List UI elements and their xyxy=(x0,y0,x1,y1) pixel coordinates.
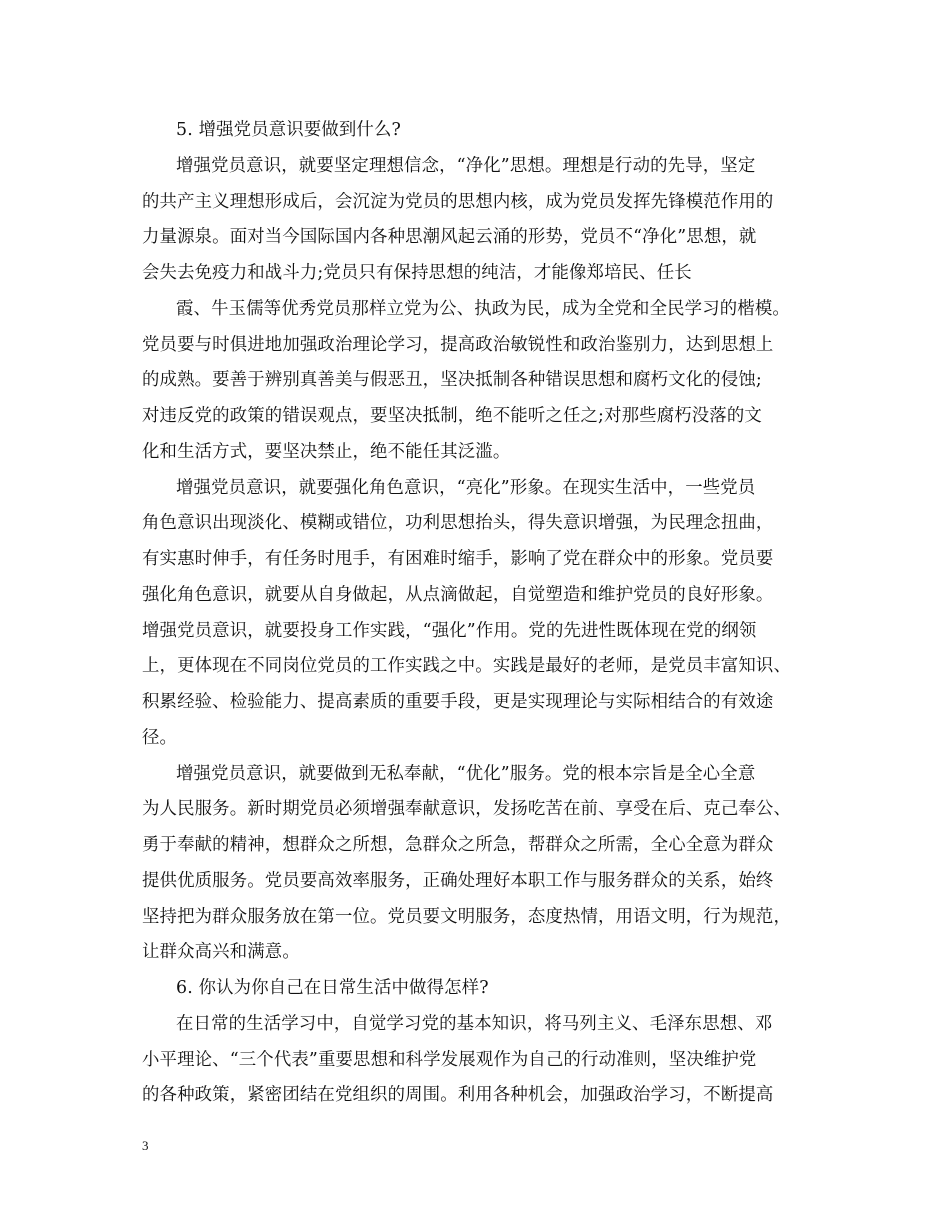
text-line: 为人民服务。新时期党员必须增强奉献意识，发扬吃苦在前、享受在后、克己奉公、 xyxy=(142,799,792,820)
text-line: 增强党员意识，就要坚定理想信念，“净化”思想。理想是行动的先导，坚定 xyxy=(176,155,756,176)
text-line: 勇于奉献的精神，想群众之所想，急群众之所急，帮群众之所需，全心全意为群众 xyxy=(142,835,774,855)
text-line: 6. 你认为你自己在日常生活中做得怎样? xyxy=(176,978,489,998)
text-line: 力量源泉。面对当今国际国内各种思潮风起云涌的形势，党员不“净化”思想，就 xyxy=(142,227,757,248)
text-line: 增强党员意识，就要投身工作实践，“强化”作用。党的先进性既体现在党的纲领 xyxy=(142,620,757,641)
text-line: 5. 增强党员意识要做到什么? xyxy=(176,120,401,140)
text-line: 在日常的生活学习中，自觉学习党的基本知识，将马列主义、毛泽东思想、邓 xyxy=(176,1013,773,1034)
text-line: 会失去免疫力和战斗力;党员只有保持思想的纯洁，才能像郑培民、任长 xyxy=(142,263,692,283)
text-line: 让群众高兴和满意。 xyxy=(142,942,300,963)
text-line: 径。 xyxy=(142,727,178,748)
page-number: 3 xyxy=(142,1138,149,1153)
text-line: 化和生活方式，要坚决禁止，绝不能任其泛滥。 xyxy=(142,441,511,462)
text-line: 有实惠时伸手，有任务时甩手，有困难时缩手，影响了党在群众中的形象。党员要 xyxy=(142,549,774,569)
text-line: 党员要与时俱进地加强政治理论学习，提高政治敏锐性和政治鉴别力，达到思想上 xyxy=(142,334,774,355)
text-line: 上，更体现在不同岗位党员的工作实践之中。实践是最好的老师，是党员丰富知识、 xyxy=(142,656,792,677)
text-line: 的各种政策，紧密团结在党组织的周围。利用各种机会，加强政治学习，不断提高 xyxy=(142,1085,774,1106)
text-line: 积累经验、检验能力、提高素质的重要手段，更是实现理论与实际相结合的有效途 xyxy=(142,692,774,712)
text-line: 增强党员意识，就要强化角色意识，“亮化”形象。在现实生活中，一些党员 xyxy=(176,477,756,498)
text-line: 坚持把为群众服务放在第一位。党员要文明服务，态度热情，用语文明，行为规范， xyxy=(142,906,792,927)
text-line: 强化角色意识，就要从自身做起，从点滴做起，自觉塑造和维护党员的良好形象。 xyxy=(142,584,774,605)
text-line: 霞、牛玉儒等优秀党员那样立党为公、执政为民，成为全党和全民学习的楷模。 xyxy=(176,298,790,319)
text-line: 的共产主义理想形成后，会沉淀为党员的思想内核，成为党员发挥先锋模范作用的 xyxy=(142,191,774,212)
text-line: 对违反党的政策的错误观点，要坚决抵制，绝不能听之任之;对那些腐朽没落的文 xyxy=(142,406,762,426)
text-line: 小平理论、“三个代表”重要思想和科学发展观作为自己的行动准则，坚决维护党 xyxy=(142,1049,757,1070)
text-line: 提供优质服务。党员要高效率服务，正确处理好本职工作与服务群众的关系，始终 xyxy=(142,870,774,891)
text-line: 的成熟。要善于辨别真善美与假恶丑，坚决抵制各种错误思想和腐朽文化的侵蚀; xyxy=(142,370,762,391)
text-line: 增强党员意识，就要做到无私奉献，“优化”服务。党的根本宗旨是全心全意 xyxy=(176,763,756,784)
document-body xyxy=(142,113,832,1114)
text-line: 角色意识出现淡化、模糊或错位，功利思想抬头，得失意识增强，为民理念扭曲， xyxy=(142,513,774,534)
